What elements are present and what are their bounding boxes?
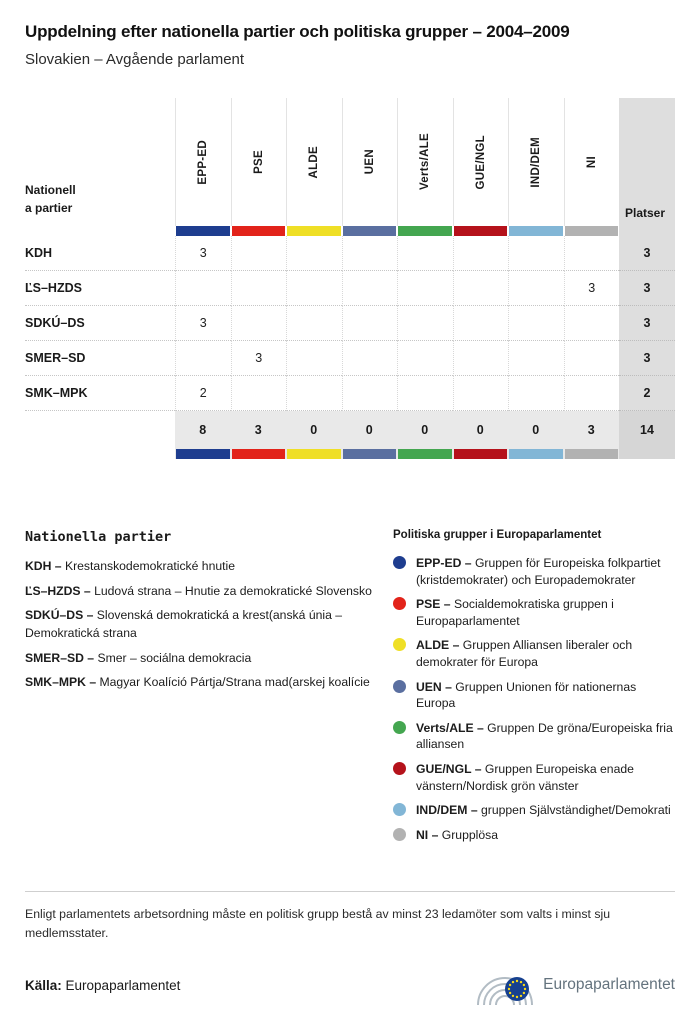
legend-party-item (25, 674, 379, 692)
value-cell (508, 376, 564, 411)
value-cell (508, 306, 564, 341)
total-cell-verts-ale: 0 (397, 411, 453, 459)
group-abbr: UEN – (416, 679, 452, 694)
value-cell (508, 271, 564, 306)
total-cell-pse: 3 (231, 411, 287, 459)
value-cell (175, 271, 231, 306)
legend-party-item (25, 650, 379, 668)
seats-cell: 2 (619, 376, 675, 411)
group-description: Grupplösa (441, 827, 498, 842)
group-color-bar-alde (287, 226, 341, 236)
value-cell (564, 341, 620, 376)
legend-group-item (393, 802, 675, 819)
group-description: Socialdemokratiska gruppen i Europaparlamentet (416, 597, 614, 628)
group-abbr: ALDE – (416, 638, 460, 653)
group-color-bar-epp-ed (176, 226, 230, 236)
party-full-name: Krestanskodemokratické hnutie (64, 559, 236, 573)
value-cell: 3 (175, 306, 231, 341)
legend-group-item (393, 827, 675, 844)
value-cell (397, 376, 453, 411)
totals-row-spacer (25, 411, 175, 459)
legend-group-item (393, 555, 675, 588)
group-color-dot-uen (393, 680, 406, 693)
legend-group-item (393, 596, 675, 629)
column-header-epp-ed: EPP-ED (175, 98, 231, 226)
value-cell (397, 341, 453, 376)
column-header-ni: NI (564, 98, 620, 226)
group-color-dot-pse (393, 597, 406, 610)
party-abbr: SMK–MPK – (25, 675, 97, 690)
party-name: SDKÚ–DS (25, 306, 175, 341)
group-color-bar-ind-dem (509, 226, 563, 236)
party-full-name: Ludová strana – Hnutie za demokratické Slovensko (94, 583, 372, 598)
group-description: gruppen Självständighet/Demokrati (481, 803, 671, 818)
legend-group-item (393, 761, 675, 794)
value-cell (564, 376, 620, 411)
party-abbr: ĽS–HZDS – (25, 583, 91, 598)
value-cell (342, 306, 398, 341)
page-subtitle: Slovakien – Avgående parlament (25, 51, 245, 68)
value-cell: 3 (231, 341, 287, 376)
group-abbr: PSE – (416, 597, 451, 612)
value-cell (231, 271, 287, 306)
group-color-dot-ni (393, 828, 406, 841)
group-abbr: IND/DEM – (416, 803, 478, 818)
footer (25, 891, 675, 1006)
legend-groups-title: Politiska grupper i Europaparlamentet (393, 529, 602, 541)
legend-party-item (25, 558, 379, 576)
value-cell (564, 306, 620, 341)
group-abbr: NI – (416, 827, 439, 842)
party-abbr: SMER–SD – (25, 650, 95, 665)
page-title: Uppdelning efter nationella partier och politiska grupper – 2004–2009 (25, 22, 570, 41)
total-cell-gue-ngl: 0 (453, 411, 509, 459)
group-color-bar-verts-ale (398, 449, 452, 459)
group-color-bar-pse (232, 226, 286, 236)
source-label: Källa: (25, 977, 62, 993)
group-color-dot-gue-ngl (393, 762, 406, 775)
footnote: Enligt parlamentets arbetsordning måste en politisk grupp bestå av minst 23 ledamöter som valts i minst sju medlemsstater. (25, 907, 611, 940)
value-cell (286, 376, 342, 411)
value-cell (508, 341, 564, 376)
value-cell: 3 (175, 236, 231, 271)
seats-total-cell: 14 (619, 411, 675, 459)
group-description: Gruppen Europeiska enade vänstern/Nordisk grön vänster (416, 761, 634, 793)
seats-cell: 3 (619, 236, 675, 271)
value-cell: 2 (175, 376, 231, 411)
legend-political-groups (393, 529, 675, 851)
value-cell (286, 341, 342, 376)
group-color-bar-uen (343, 226, 397, 236)
value-cell (453, 376, 509, 411)
column-header-pse: PSE (231, 98, 287, 226)
value-cell (286, 271, 342, 306)
value-cell (453, 271, 509, 306)
legend-section (25, 529, 675, 851)
value-cell (564, 236, 620, 271)
table-row-header: Nationell a partier (25, 182, 76, 216)
value-cell (397, 271, 453, 306)
value-cell (342, 236, 398, 271)
value-cell (342, 341, 398, 376)
party-abbr: SDKÚ–DS – (25, 608, 94, 623)
group-color-dot-verts-ale (393, 721, 406, 734)
total-cell-alde: 0 (286, 411, 342, 459)
value-cell (231, 236, 287, 271)
column-header-gue-ngl: GUE/NGL (453, 98, 509, 226)
seats-cell: 3 (619, 271, 675, 306)
value-cell (453, 236, 509, 271)
group-color-bar-gue-ngl (454, 226, 508, 236)
column-header-verts-ale: Verts/ALE (397, 98, 453, 226)
group-color-bar-ni (565, 226, 619, 236)
group-color-bar-ind-dem (509, 449, 563, 459)
party-full-name: Smer – sociálna demokracia (97, 650, 252, 665)
group-color-bar-verts-ale (398, 226, 452, 236)
group-color-bar-gue-ngl (454, 449, 508, 459)
legend-party-item (25, 607, 379, 642)
value-cell (342, 376, 398, 411)
group-abbr: EPP-ED – (416, 556, 472, 570)
group-description: Gruppen De gröna/Europeiska fria alliansen (416, 720, 673, 752)
legend-group-item (393, 637, 675, 670)
party-name: ĽS–HZDS (25, 271, 175, 306)
group-description: Gruppen Alliansen liberaler och demokrater för Europa (416, 638, 633, 669)
party-full-name: Slovenská demokratická a krest(anská únia – Demokratická strana (25, 608, 343, 641)
total-cell-ni: 3 (564, 411, 620, 459)
value-cell: 3 (564, 271, 620, 306)
column-header-uen: UEN (342, 98, 398, 226)
group-color-bar-epp-ed (176, 449, 230, 459)
party-full-name: Magyar Koalíció Pártja/Strana mad(arskej koalície (99, 675, 370, 690)
total-cell-uen: 0 (342, 411, 398, 459)
legend-group-item (393, 720, 675, 753)
legend-parties-title: Nationella partier (25, 529, 172, 545)
group-color-dot-epp-ed (393, 556, 406, 569)
column-header-alde: ALDE (286, 98, 342, 226)
seats-column-header: Platser (619, 98, 675, 226)
column-header-ind-dem: IND/DEM (508, 98, 564, 226)
legend-party-item (25, 583, 379, 601)
legend-group-item (393, 679, 675, 712)
seats-cell: 3 (619, 341, 675, 376)
group-description: Gruppen för Europeiska folkpartiet (kristdemokrater) och Europademokrater (416, 556, 661, 587)
group-color-bar-pse (232, 449, 286, 459)
group-abbr: Verts/ALE – (416, 720, 484, 735)
total-cell-ind-dem: 0 (508, 411, 564, 459)
europarl-wordmark: Europaparlamentet (543, 976, 675, 994)
value-cell (508, 236, 564, 271)
group-color-dot-alde (393, 638, 406, 651)
value-cell (286, 306, 342, 341)
party-abbr: KDH – (25, 559, 62, 573)
source-value: Europaparlamentet (65, 977, 181, 993)
source (25, 978, 180, 993)
group-color-dot-ind-dem (393, 803, 406, 816)
european-parliament-logo (476, 964, 534, 1006)
seats-cell: 3 (619, 306, 675, 341)
results-table (25, 98, 675, 459)
group-description: Gruppen Unionen för nationernas Europa (416, 679, 637, 711)
value-cell (397, 306, 453, 341)
group-color-bar-ni (565, 449, 619, 459)
europarl-branding (476, 964, 675, 1006)
value-cell (231, 306, 287, 341)
party-name: SMK–MPK (25, 376, 175, 411)
party-name: KDH (25, 236, 175, 271)
bar-row-spacer (25, 226, 175, 236)
group-abbr: GUE/NGL – (416, 761, 482, 776)
value-cell (397, 236, 453, 271)
value-cell (342, 271, 398, 306)
legend-national-parties (25, 529, 393, 851)
value-cell (453, 341, 509, 376)
value-cell (231, 376, 287, 411)
group-color-bar-uen (343, 449, 397, 459)
party-name: SMER–SD (25, 341, 175, 376)
value-cell (453, 306, 509, 341)
total-cell-epp-ed: 8 (175, 411, 231, 459)
value-cell (286, 236, 342, 271)
group-color-bar-alde (287, 449, 341, 459)
value-cell (175, 341, 231, 376)
